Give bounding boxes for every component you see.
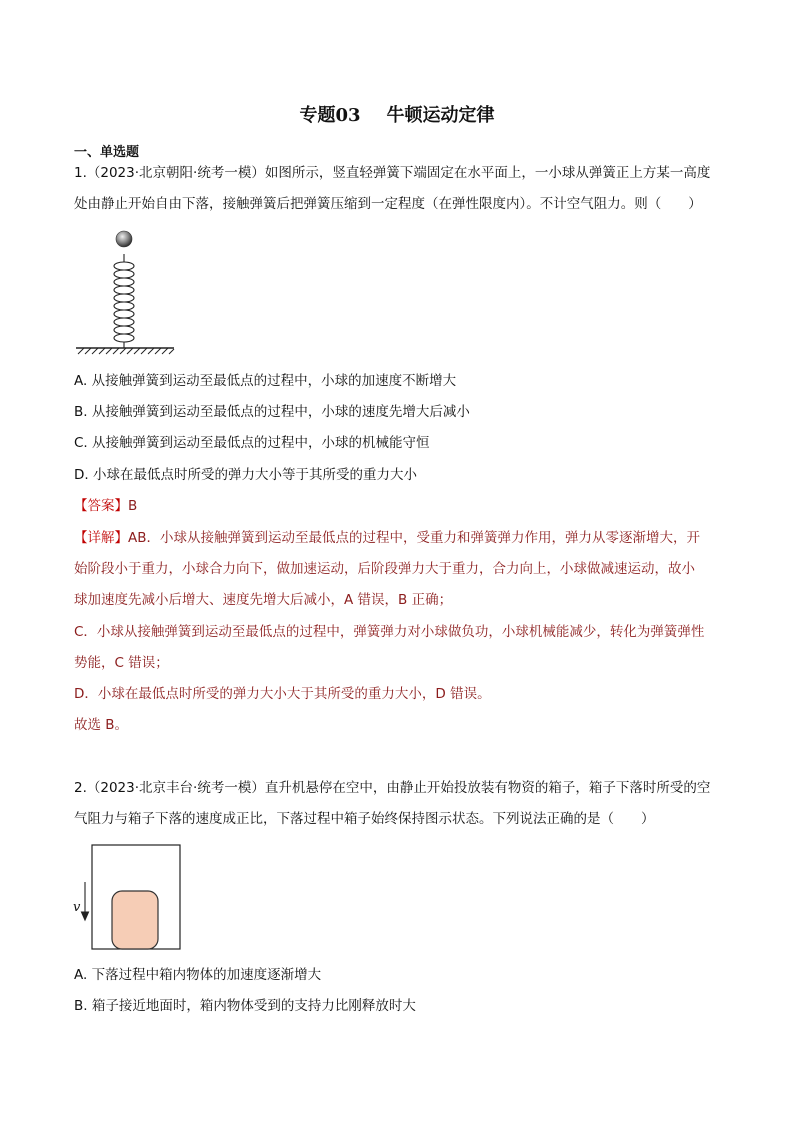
q1-detail-line-2: 始阶段小于重力，小球合力向下，做加速运动，后阶段弹力大于重力，合力向上，小球做减速运动，故小 xyxy=(74,561,695,577)
page-title xyxy=(0,103,794,129)
spring-icon xyxy=(114,254,134,348)
answer-value: B xyxy=(128,498,138,514)
box-figure xyxy=(70,844,182,952)
velocity-arrow-icon xyxy=(82,882,89,920)
q1-detail-line-5: 势能，C 错误； xyxy=(74,655,169,671)
q1-conclusion: 故选 B。 xyxy=(74,717,129,733)
q1-detail-line-3: 球加速度先减小后增大、速度先增大后减小，A 错误，B 正确； xyxy=(74,592,453,608)
answer-tag: 【答案】 xyxy=(74,498,128,514)
velocity-label: v xyxy=(73,900,81,915)
spring-ball-figure xyxy=(72,228,176,356)
detail-text-1: AB．小球从接触弹簧到运动至最低点的过程中，受重力和弹簧弹力作用，弹力从零逐渐增大，开 xyxy=(128,530,700,546)
q1-detail-line-6: D．小球在最低点时所受的弹力大小大于其所受的重力大小，D 错误。 xyxy=(74,686,491,702)
title-part2: 牛顿运动定律 xyxy=(386,105,495,126)
q2-stem-line-1: 2.（2023·北京丰台·统考一模）直升机悬停在空中，由静止开始投放装有物资的箱子，箱子下落时所受的空 xyxy=(74,780,711,796)
q1-detail-line-1 xyxy=(74,523,726,554)
q1-option-d: D. 小球在最低点时所受的弹力大小等于其所受的重力大小 xyxy=(74,467,417,483)
q1-stem-line-1: 1.（2023·北京朝阳·统考一模）如图所示，竖直轻弹簧下端固定在水平面上，一小球从弹簧正上方某一高度 xyxy=(74,165,711,181)
q2-option-a: A. 下落过程中箱内物体的加速度逐渐增大 xyxy=(74,967,322,983)
detail-tag: 【详解】 xyxy=(74,530,128,546)
q2-stem-line-2: 气阻力与箱子下落的速度成正比，下落过程中箱子始终保持图示状态。下列说法正确的是（ ） xyxy=(74,811,655,827)
q2-option-b: B. 箱子接近地面时，箱内物体受到的支持力比刚释放时大 xyxy=(74,998,416,1014)
title-part1: 专题03 xyxy=(299,105,361,126)
cargo-block xyxy=(112,891,158,949)
q1-option-a: A. 从接触弹簧到运动至最低点的过程中，小球的加速度不断增大 xyxy=(74,373,457,389)
q1-option-c: C. 从接触弹簧到运动至最低点的过程中，小球的机械能守恒 xyxy=(74,435,430,451)
ground-icon xyxy=(76,348,174,354)
section-heading: 一、单选题 xyxy=(74,145,140,160)
q1-answer xyxy=(74,491,726,522)
ball-icon xyxy=(116,231,132,247)
q1-option-b: B. 从接触弹簧到运动至最低点的过程中，小球的速度先增大后减小 xyxy=(74,404,470,420)
q1-detail-line-4: C．小球从接触弹簧到运动至最低点的过程中，弹簧弹力对小球做负功，小球机械能减少，转化为弹簧弹性 xyxy=(74,624,705,640)
q1-stem-line-2: 处由静止开始自由下落，接触弹簧后把弹簧压缩到一定程度（在弹性限度内）。不计空气阻力。则（ ） xyxy=(74,196,702,212)
